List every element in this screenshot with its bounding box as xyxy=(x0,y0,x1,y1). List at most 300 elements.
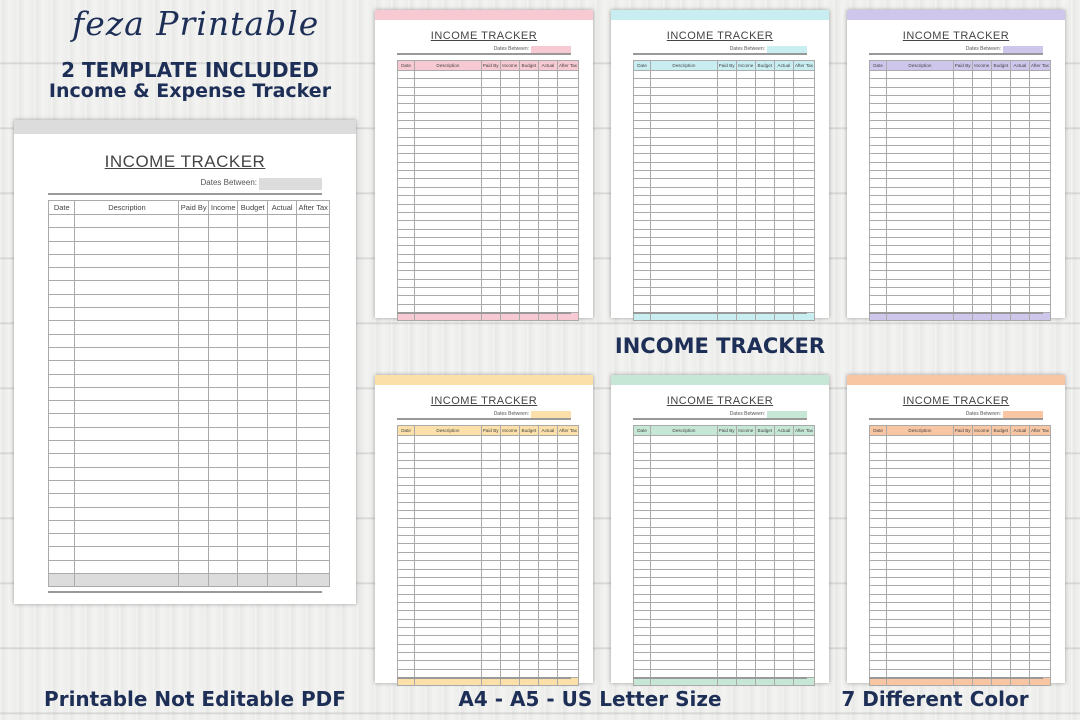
table-row xyxy=(634,87,815,95)
table-row xyxy=(634,636,815,644)
table-row xyxy=(870,469,1051,477)
table-row xyxy=(870,544,1051,552)
dates-between-label: Dates Between: xyxy=(729,46,765,52)
table-row xyxy=(870,179,1051,187)
table-row xyxy=(870,196,1051,204)
table-row xyxy=(634,486,815,494)
column-header: Actual xyxy=(1010,61,1029,71)
tracker-page-pink xyxy=(375,10,593,318)
tracker-page-gray xyxy=(14,120,356,604)
divider xyxy=(869,53,1043,55)
footer-left: Printable Not Editable PDF xyxy=(44,687,346,711)
table-row xyxy=(870,121,1051,129)
color-bar xyxy=(611,10,829,20)
table-row xyxy=(49,480,330,493)
table-row xyxy=(634,461,815,469)
table-row xyxy=(870,246,1051,254)
table-row xyxy=(398,627,579,635)
table-row xyxy=(870,229,1051,237)
table-row xyxy=(634,154,815,162)
table-row xyxy=(870,271,1051,279)
column-header: Budget xyxy=(755,61,774,71)
column-header: Budget xyxy=(991,61,1010,71)
divider xyxy=(48,193,322,195)
table-row xyxy=(634,104,815,112)
dates-between-label: Dates Between: xyxy=(965,46,1001,52)
table-row xyxy=(398,154,579,162)
table-row xyxy=(634,544,815,552)
column-header: Paid By xyxy=(717,61,736,71)
table-header-row xyxy=(634,61,815,71)
dates-between-label: Dates Between: xyxy=(493,46,529,52)
table-row xyxy=(870,569,1051,577)
bottom-divider xyxy=(869,312,1043,314)
column-header: Income xyxy=(972,426,991,436)
bottom-divider xyxy=(48,591,322,593)
table-row xyxy=(398,569,579,577)
table-row xyxy=(398,221,579,229)
table-row xyxy=(398,436,579,444)
table-row xyxy=(870,87,1051,95)
table-row xyxy=(634,519,815,527)
table-row xyxy=(398,204,579,212)
table-row xyxy=(634,619,815,627)
table-row xyxy=(398,187,579,195)
table-row xyxy=(49,454,330,467)
table-row xyxy=(870,536,1051,544)
column-header: Actual xyxy=(538,61,557,71)
table-header-row xyxy=(870,61,1051,71)
footer-right: 7 Different Color xyxy=(841,687,1029,711)
column-header: Paid By xyxy=(953,426,972,436)
table-row xyxy=(398,262,579,270)
table-row xyxy=(870,444,1051,452)
table-row xyxy=(49,308,330,321)
table-row xyxy=(634,221,815,229)
table-row xyxy=(398,171,579,179)
table-row xyxy=(634,627,815,635)
table-row xyxy=(49,374,330,387)
table-row xyxy=(49,427,330,440)
dates-between-label: Dates Between: xyxy=(729,411,765,417)
table-row xyxy=(634,644,815,652)
tracker-title: INCOME TRACKER xyxy=(104,152,266,171)
table-row xyxy=(49,401,330,414)
table-row xyxy=(634,279,815,287)
table-row xyxy=(398,619,579,627)
table-row xyxy=(398,179,579,187)
table-row xyxy=(870,519,1051,527)
tracker-table xyxy=(48,200,330,587)
table-row xyxy=(49,334,330,347)
bottom-divider xyxy=(633,312,807,314)
column-header: Actual xyxy=(774,426,793,436)
table-row xyxy=(870,154,1051,162)
table-row xyxy=(398,229,579,237)
table-row xyxy=(398,577,579,585)
color-bar xyxy=(611,375,829,385)
table-row xyxy=(634,469,815,477)
table-row xyxy=(634,179,815,187)
bottom-divider xyxy=(397,677,571,679)
table-row xyxy=(870,586,1051,594)
table-row xyxy=(398,594,579,602)
table-header-row xyxy=(870,426,1051,436)
column-header: Budget xyxy=(238,201,267,215)
table-row xyxy=(49,281,330,294)
bottom-divider xyxy=(397,312,571,314)
column-header: After Tax xyxy=(557,61,578,71)
brand-logo-text: feza Printable xyxy=(72,4,320,43)
table-row xyxy=(49,547,330,560)
table-row xyxy=(398,237,579,245)
column-header: Date xyxy=(870,61,887,71)
table-row xyxy=(870,602,1051,610)
table-row xyxy=(398,87,579,95)
table-row xyxy=(49,268,330,281)
table-row xyxy=(870,129,1051,137)
table-row xyxy=(49,507,330,520)
table-row xyxy=(398,104,579,112)
column-header: Date xyxy=(870,426,887,436)
table-row xyxy=(634,536,815,544)
column-header: Description xyxy=(887,61,953,71)
table-row xyxy=(398,552,579,560)
table-row xyxy=(634,527,815,535)
column-header: Budget xyxy=(991,426,1010,436)
table-row xyxy=(398,561,579,569)
column-header: Income xyxy=(500,61,519,71)
table-row xyxy=(870,287,1051,295)
table-row xyxy=(870,652,1051,660)
table-row xyxy=(398,121,579,129)
column-header: Income xyxy=(736,426,755,436)
column-header: Description xyxy=(887,426,953,436)
column-header: Income xyxy=(972,61,991,71)
table-row xyxy=(634,287,815,295)
table-header-row xyxy=(634,426,815,436)
table-row xyxy=(634,296,815,304)
column-header: Description xyxy=(75,201,179,215)
dates-between-box xyxy=(259,178,322,190)
table-row xyxy=(870,477,1051,485)
table-row xyxy=(634,254,815,262)
column-header: Actual xyxy=(774,61,793,71)
table-row xyxy=(634,187,815,195)
table-row xyxy=(634,79,815,87)
tracker-table xyxy=(397,60,579,321)
table-row xyxy=(634,112,815,120)
column-header: Description xyxy=(651,61,717,71)
table-row xyxy=(870,511,1051,519)
table-row xyxy=(398,271,579,279)
table-row xyxy=(398,519,579,527)
table-row xyxy=(870,296,1051,304)
table-row xyxy=(49,534,330,547)
dates-between-label: Dates Between: xyxy=(200,178,257,187)
tracker-page-yellow xyxy=(375,375,593,683)
column-header: Income xyxy=(208,201,237,215)
column-header: After Tax xyxy=(297,201,330,215)
table-row xyxy=(870,71,1051,79)
table-row xyxy=(870,561,1051,569)
table-row xyxy=(634,129,815,137)
table-row xyxy=(870,187,1051,195)
table-row xyxy=(634,96,815,104)
tracker-table xyxy=(633,60,815,321)
table-row xyxy=(398,96,579,104)
table-row xyxy=(870,452,1051,460)
table-row xyxy=(634,71,815,79)
table-row xyxy=(870,279,1051,287)
table-row xyxy=(398,196,579,204)
table-row xyxy=(870,627,1051,635)
table-row xyxy=(870,212,1051,220)
table-row xyxy=(398,452,579,460)
table-row xyxy=(398,461,579,469)
table-row xyxy=(398,611,579,619)
table-row xyxy=(49,321,330,334)
tracker-title: INCOME TRACKER xyxy=(902,30,1010,42)
tracker-title: INCOME TRACKER xyxy=(430,395,538,407)
table-row xyxy=(398,527,579,535)
table-row xyxy=(634,262,815,270)
table-row xyxy=(398,246,579,254)
tracker-title: INCOME TRACKER xyxy=(666,30,774,42)
table-row xyxy=(634,577,815,585)
table-row xyxy=(870,237,1051,245)
table-row xyxy=(870,527,1051,535)
table-row xyxy=(634,204,815,212)
table-header-row xyxy=(398,426,579,436)
color-bar xyxy=(847,10,1065,20)
tracker-title: INCOME TRACKER xyxy=(430,30,538,42)
table-row xyxy=(634,271,815,279)
table-row xyxy=(870,204,1051,212)
bottom-divider xyxy=(633,677,807,679)
table-row xyxy=(870,262,1051,270)
table-row xyxy=(398,494,579,502)
table-row xyxy=(634,196,815,204)
column-header: Income xyxy=(736,61,755,71)
table-row xyxy=(870,137,1051,145)
column-header: After Tax xyxy=(793,426,814,436)
table-row xyxy=(398,636,579,644)
column-header: Actual xyxy=(267,201,296,215)
footer-center: A4 - A5 - US Letter Size xyxy=(458,687,722,711)
tracker-page-cyan xyxy=(611,10,829,318)
table-row xyxy=(634,611,815,619)
column-header: Paid By xyxy=(481,426,500,436)
column-header: Date xyxy=(398,426,415,436)
table-row xyxy=(398,586,579,594)
table-row xyxy=(634,502,815,510)
table-row xyxy=(49,254,330,267)
table-row xyxy=(870,661,1051,669)
table-row xyxy=(49,441,330,454)
table-row xyxy=(870,146,1051,154)
column-header: Budget xyxy=(519,426,538,436)
table-row xyxy=(634,246,815,254)
table-row xyxy=(398,486,579,494)
table-row xyxy=(398,296,579,304)
table-row xyxy=(870,619,1051,627)
column-header: Description xyxy=(651,426,717,436)
table-row xyxy=(49,494,330,507)
subheadline: Income & Expense Tracker xyxy=(48,80,332,102)
table-row xyxy=(634,237,815,245)
divider xyxy=(397,53,571,55)
color-bar xyxy=(847,375,1065,385)
table-row xyxy=(870,636,1051,644)
table-row xyxy=(870,162,1051,170)
table-row xyxy=(870,436,1051,444)
column-header: After Tax xyxy=(793,61,814,71)
column-header: Actual xyxy=(538,426,557,436)
divider xyxy=(397,418,571,420)
table-row xyxy=(634,121,815,129)
table-row xyxy=(634,511,815,519)
tracker-table xyxy=(633,425,815,686)
table-row xyxy=(398,644,579,652)
column-header: After Tax xyxy=(557,426,578,436)
table-row xyxy=(870,79,1051,87)
table-row xyxy=(870,171,1051,179)
table-row xyxy=(870,644,1051,652)
table-row xyxy=(49,520,330,533)
table-row xyxy=(49,560,330,573)
tracker-table xyxy=(869,425,1051,686)
table-row xyxy=(398,254,579,262)
table-row xyxy=(634,494,815,502)
table-row xyxy=(398,287,579,295)
dates-between-label: Dates Between: xyxy=(493,411,529,417)
table-row xyxy=(398,71,579,79)
table-row xyxy=(49,241,330,254)
table-row xyxy=(634,436,815,444)
color-bar xyxy=(375,10,593,20)
table-row xyxy=(870,577,1051,585)
table-row xyxy=(49,467,330,480)
bottom-divider xyxy=(869,677,1043,679)
table-header-row xyxy=(398,61,579,71)
column-header: Description xyxy=(415,426,481,436)
table-row xyxy=(870,611,1051,619)
headline: 2 TEMPLATE INCLUDED xyxy=(61,58,319,82)
table-row xyxy=(634,171,815,179)
table-row xyxy=(398,146,579,154)
column-header: Date xyxy=(634,426,651,436)
table-row xyxy=(870,461,1051,469)
table-row xyxy=(870,96,1051,104)
dates-between-label: Dates Between: xyxy=(965,411,1001,417)
column-header: Description xyxy=(415,61,481,71)
table-row xyxy=(634,212,815,220)
column-header: Paid By xyxy=(717,426,736,436)
column-header: Income xyxy=(500,426,519,436)
table-row xyxy=(634,452,815,460)
table-row xyxy=(398,602,579,610)
tracker-page-orange xyxy=(847,375,1065,683)
column-header: Actual xyxy=(1010,426,1029,436)
table-row xyxy=(49,387,330,400)
table-row xyxy=(870,104,1051,112)
middle-label: INCOME TRACKER xyxy=(614,334,826,358)
table-row xyxy=(634,661,815,669)
column-header: Paid By xyxy=(953,61,972,71)
table-row xyxy=(634,586,815,594)
tracker-table xyxy=(869,60,1051,321)
table-row xyxy=(870,552,1051,560)
table-row xyxy=(634,569,815,577)
table-row xyxy=(634,561,815,569)
table-row xyxy=(870,112,1051,120)
tracker-title: INCOME TRACKER xyxy=(902,395,1010,407)
table-row xyxy=(870,594,1051,602)
column-header: Budget xyxy=(755,426,774,436)
table-row xyxy=(398,129,579,137)
table-row xyxy=(398,79,579,87)
table-row xyxy=(634,602,815,610)
divider xyxy=(869,418,1043,420)
tracker-page-purple xyxy=(847,10,1065,318)
table-row xyxy=(634,477,815,485)
table-row xyxy=(398,661,579,669)
table-row xyxy=(634,229,815,237)
column-header: After Tax xyxy=(1029,61,1050,71)
column-header: Paid By xyxy=(481,61,500,71)
table-row xyxy=(398,162,579,170)
column-header: Date xyxy=(398,61,415,71)
table-row xyxy=(398,469,579,477)
table-row xyxy=(634,146,815,154)
table-row xyxy=(634,652,815,660)
table-row xyxy=(49,294,330,307)
table-row xyxy=(49,347,330,360)
color-bar xyxy=(375,375,593,385)
table-row xyxy=(398,112,579,120)
column-header: After Tax xyxy=(1029,426,1050,436)
table-row xyxy=(634,137,815,145)
divider xyxy=(633,53,807,55)
table-row xyxy=(398,502,579,510)
table-row xyxy=(398,652,579,660)
table-row xyxy=(634,162,815,170)
table-row xyxy=(398,279,579,287)
column-header: Date xyxy=(634,61,651,71)
column-header: Date xyxy=(49,201,75,215)
table-row xyxy=(49,361,330,374)
table-row xyxy=(870,486,1051,494)
table-row xyxy=(49,228,330,241)
table-row xyxy=(634,594,815,602)
table-row xyxy=(49,215,330,228)
column-header: Budget xyxy=(519,61,538,71)
table-header-row xyxy=(49,201,330,215)
table-row xyxy=(398,544,579,552)
table-row xyxy=(398,212,579,220)
table-row xyxy=(398,137,579,145)
color-bar xyxy=(14,120,356,134)
table-row xyxy=(634,552,815,560)
table-row xyxy=(870,502,1051,510)
table-row xyxy=(49,414,330,427)
table-row xyxy=(49,574,330,587)
tracker-page-green xyxy=(611,375,829,683)
table-row xyxy=(634,444,815,452)
tracker-title: INCOME TRACKER xyxy=(666,395,774,407)
table-row xyxy=(398,444,579,452)
